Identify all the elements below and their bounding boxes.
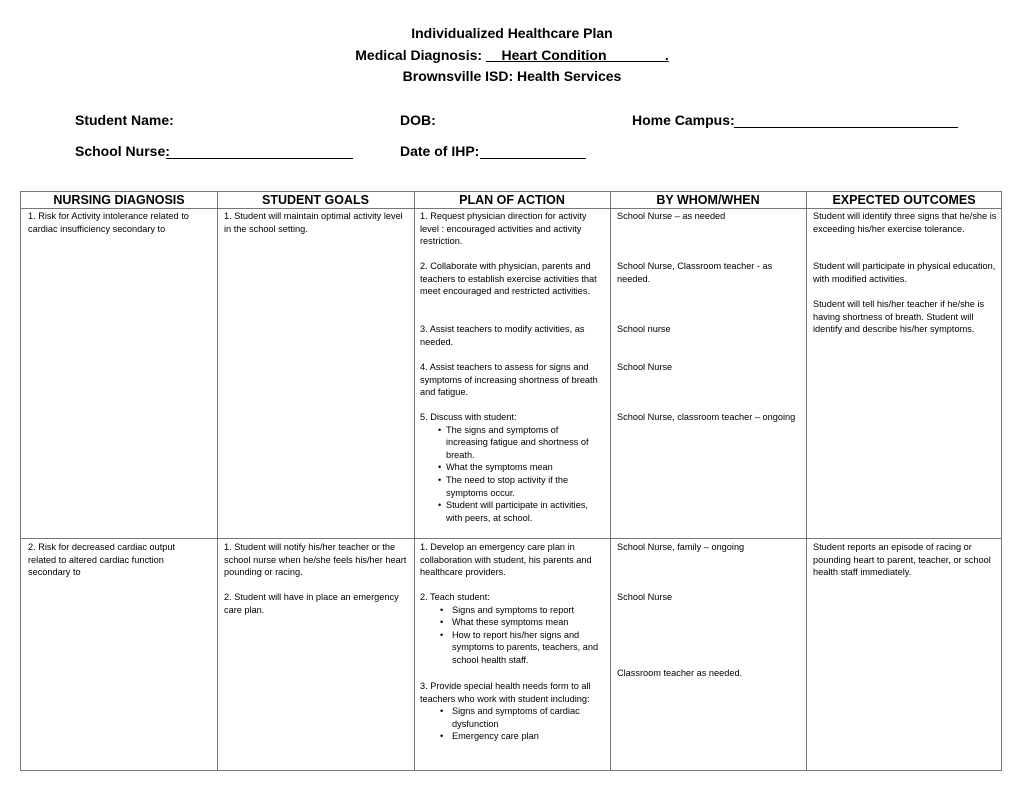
row1-plan-5 — [420, 411, 602, 524]
row2-goal-1: 1. Student will notify his/her teacher or the school nurse when he/she feels his/her heart pounding or racing. — [224, 542, 407, 578]
home-campus-field[interactable] — [734, 113, 958, 128]
date-of-ihp-field[interactable] — [480, 144, 586, 159]
row1-plan-2: 2. Collaborate with physician, parents and teachers to establish exercise activities that meet encouraged and restricted activities. — [420, 261, 597, 297]
diagnosis-value: Heart Condition . — [501, 47, 669, 63]
row1-goals: 1. Student will maintain optimal activity level in the school setting. — [224, 211, 403, 234]
header-divider — [21, 208, 1001, 209]
plan-bullet-list — [420, 424, 602, 525]
row1-plan-3: 3. Assist teachers to modify activities, as needed. — [420, 324, 585, 347]
row2-diagnosis: 2. Risk for decreased cardiac output related to altered cardiac function secondary to — [28, 542, 176, 578]
row2-plan-3 — [420, 680, 604, 743]
diagnosis-label: Medical Diagnosis: — [355, 47, 483, 63]
row2-goal-2: 2. Student will have in place an emergency care plan. — [224, 592, 399, 615]
plan-bullet: • How to report his/her signs and symptoms to parents, teachers, and school health staff. — [452, 629, 604, 667]
column-divider — [806, 192, 807, 770]
document-title: Individualized Healthcare Plan — [411, 25, 613, 41]
row2-who-2: School Nurse — [617, 592, 673, 602]
school-nurse-label: School Nurse: — [75, 143, 170, 159]
row1-plan-4: 4. Assist teachers to assess for signs and symptoms of increasing shortness of breath and fatigue. — [420, 362, 598, 398]
column-divider — [217, 192, 218, 770]
plan-item-label: 5. Discuss with student: — [420, 412, 517, 422]
row1-outcome-3: Student will tell his/her teacher if he/she is having shortness of breath. Student will identify and describe his/her symptoms. — [813, 299, 985, 335]
row2-outcome: Student reports an episode of racing or pounding heart to parent, teacher, or school health staff immediately. — [813, 542, 991, 578]
school-nurse-field[interactable] — [166, 144, 353, 159]
dob-label: DOB: — [400, 112, 436, 128]
row1-who-1: School Nurse – as needed — [617, 211, 726, 221]
date-of-ihp-label: Date of IHP: — [400, 143, 480, 159]
plan-bullet-list — [420, 705, 604, 743]
row1-who-3: School nurse — [617, 324, 671, 334]
plan-bullet: • The need to stop activity if the symptoms occur. — [446, 474, 602, 499]
row1-plan-1: 1. Request physician direction for activity level : encouraged activities and activity restriction. — [420, 211, 587, 247]
header-plan-of-action: PLAN OF ACTION — [459, 193, 565, 207]
row1-who-5: School Nurse, classroom teacher – ongoing — [617, 412, 796, 422]
plan-bullet: • The signs and symptoms of increasing fatigue and shortness of breath. — [446, 424, 602, 462]
column-divider — [610, 192, 611, 770]
header-nursing-diagnosis: NURSING DIAGNOSIS — [53, 193, 185, 207]
header-by-whom-when: BY WHOM/WHEN — [656, 193, 760, 207]
row-divider — [21, 538, 1001, 539]
row2-who-3: Classroom teacher as needed. — [617, 668, 743, 678]
medical-diagnosis — [0, 47, 1024, 63]
row1-outcome-2: Student will participate in physical education, with modified activities. — [813, 261, 996, 284]
plan-bullet: • Emergency care plan — [452, 730, 604, 743]
row1-diagnosis: 1. Risk for Activity intolerance related to cardiac insufficiency secondary to — [28, 211, 189, 234]
plan-bullet: • Student will participate in activities, with peers, at school. — [446, 499, 602, 524]
row2-plan-2 — [420, 591, 604, 667]
header-student-goals: STUDENT GOALS — [262, 193, 369, 207]
plan-bullet-list — [420, 604, 604, 667]
row1-outcome-1: Student will identify three signs that he/she is exceeding his/her exercise tolerance. — [813, 211, 997, 234]
row2-who-1: School Nurse, family – ongoing — [617, 542, 745, 552]
district-heading: Brownsville ISD: Health Services — [402, 68, 622, 84]
plan-bullet: • Signs and symptoms of cardiac dysfunction — [452, 705, 604, 730]
care-plan-table — [20, 191, 1002, 771]
plan-item-label: 3. Provide special health needs form to all teachers who work with student including: — [420, 681, 591, 704]
row2-plan-1: 1. Develop an emergency care plan in collaboration with student, his parents and healthcare providers. — [420, 542, 592, 578]
row1-who-4: School Nurse — [617, 362, 673, 372]
plan-item-label: 2. Teach student: — [420, 592, 490, 602]
plan-bullet: • What these symptoms mean — [452, 616, 604, 629]
student-name-label: Student Name: — [75, 112, 174, 128]
column-divider — [414, 192, 415, 770]
home-campus-label: Home Campus: — [632, 112, 735, 128]
header-expected-outcomes: EXPECTED OUTCOMES — [832, 193, 976, 207]
plan-bullet: • What the symptoms mean — [446, 461, 602, 474]
row1-who-2: School Nurse, Classroom teacher - as needed. — [617, 261, 773, 284]
plan-bullet: • Signs and symptoms to report — [452, 604, 604, 617]
